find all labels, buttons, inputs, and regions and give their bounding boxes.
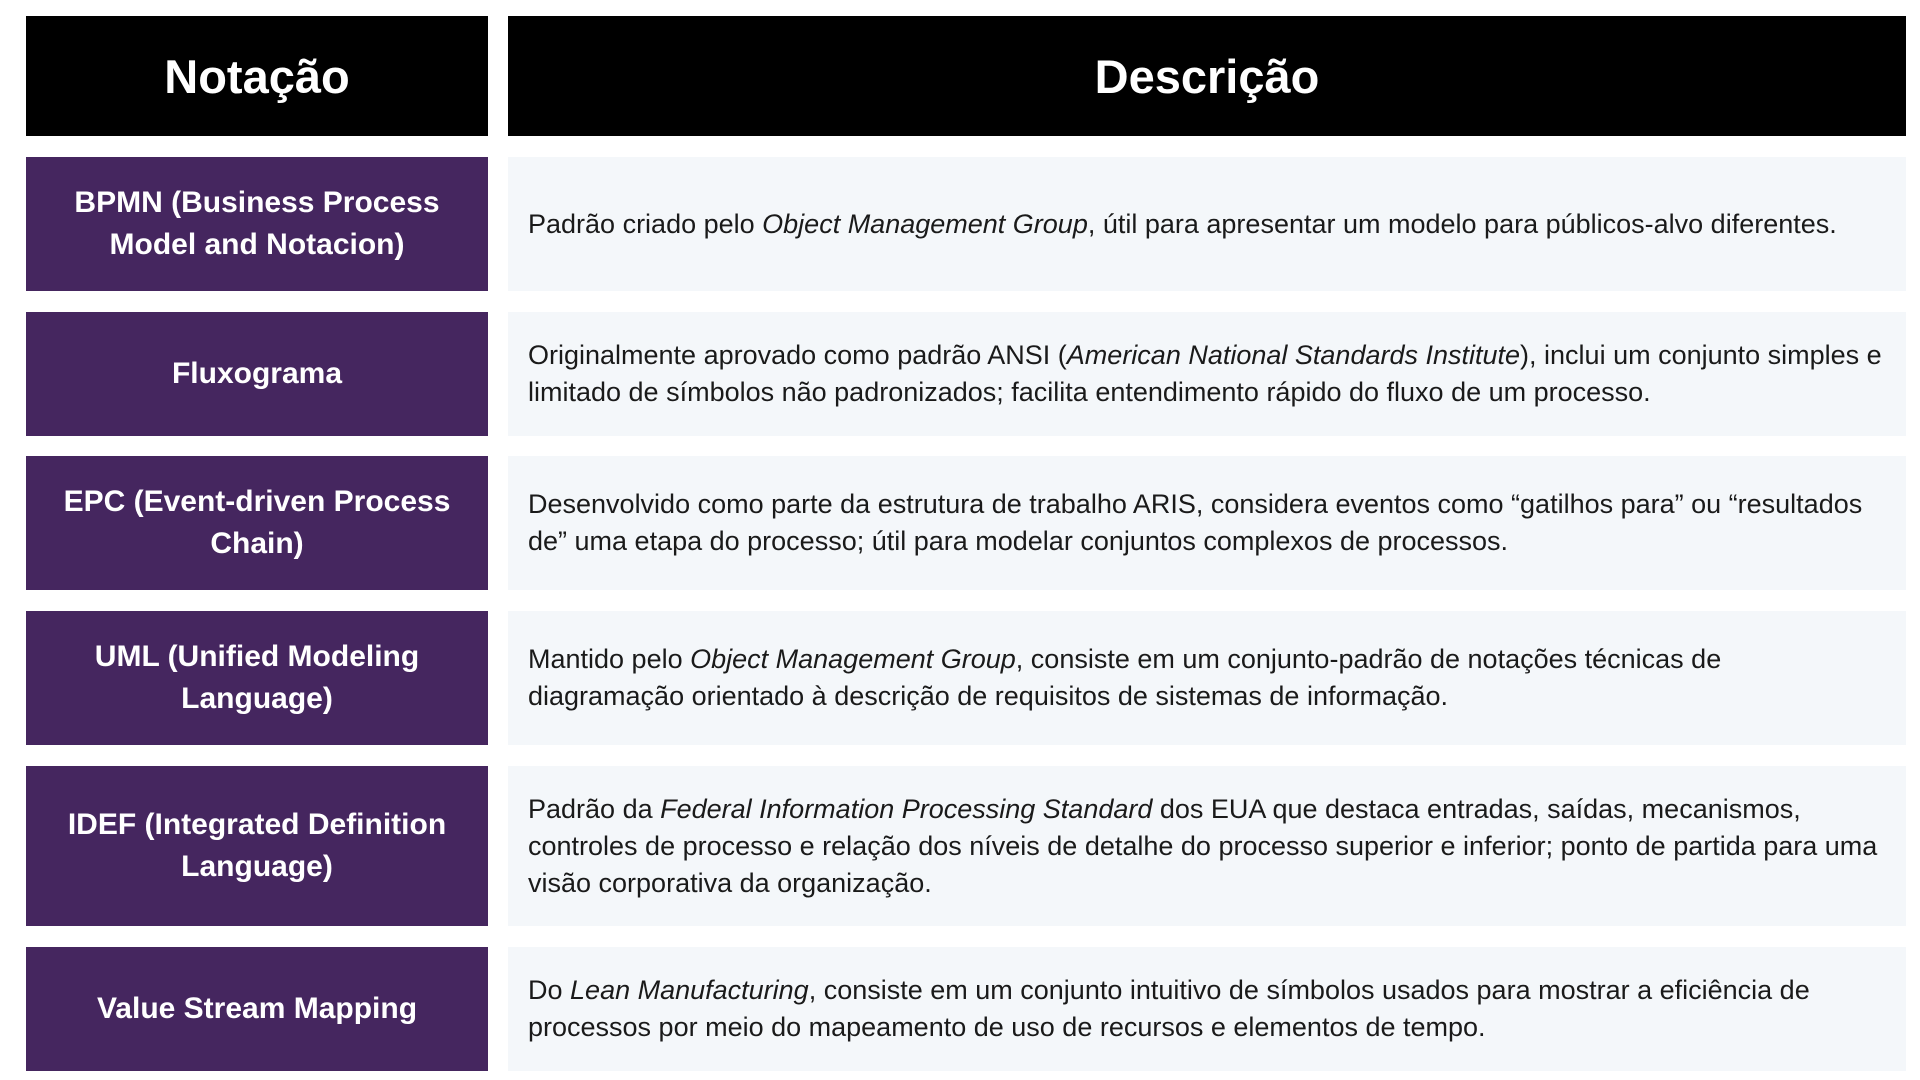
description-segment: ), inclui um conjunto simples e limitado de símbolos não padronizados; facilita entendimento rápido do fluxo de um processo. (528, 340, 1882, 407)
description-italic-segment: Object Management Group (762, 208, 1088, 239)
description-segment: Padrão criado pelo (528, 208, 763, 239)
notation-cell: UML (Unified Modeling Language) (26, 611, 488, 745)
description-segment: , consiste em um conjunto-padrão de notações técnicas de diagramação orientado à descrição de requisitos de sistemas de informação. (528, 644, 1722, 711)
description-italic-segment: Lean Manufacturing (570, 975, 809, 1005)
description-text (528, 791, 1882, 902)
notation-cell: IDEF (Integrated Definition Language) (26, 766, 488, 926)
description-cell (508, 611, 1906, 745)
description-segment: , útil para apresentar um modelo para públicos-alvo diferentes. (1087, 208, 1837, 239)
description-italic-segment: Federal Information Processing Standard (660, 793, 1153, 824)
notation-cell: Value Stream Mapping (26, 947, 488, 1071)
header-description: Descrição (508, 16, 1906, 136)
notation-cell: EPC (Event-driven Process Chain) (26, 456, 488, 590)
table-row-epc (0, 456, 1920, 590)
description-segment: Padrão da (528, 793, 661, 824)
notation-cell: Fluxograma (26, 312, 488, 436)
description-text (528, 206, 1837, 243)
description-cell (508, 157, 1906, 291)
table-row-bpmn (0, 157, 1920, 291)
table-row-idef (0, 766, 1920, 926)
description-segment: Do (528, 975, 571, 1005)
notation-cell: BPMN (Business Process Model and Notacion) (26, 157, 488, 291)
description-text (528, 486, 1882, 560)
description-segment: Mantido pelo (528, 644, 691, 674)
description-text (528, 641, 1882, 715)
description-segment: dos EUA que destaca entradas, saídas, mecanismos, controles de processo e relação dos níveis de detalhe do processo superior e inferior; ponto de partida para uma visão corporativa da organização. (528, 793, 1878, 898)
description-segment: , consiste em um conjunto intuitivo de símbolos usados para mostrar a eficiência de processos por meio do mapeamento de uso de recursos e elementos de tempo. (528, 975, 1810, 1042)
description-text (528, 972, 1882, 1046)
table-row-value-stream (0, 947, 1920, 1071)
description-cell (508, 456, 1906, 590)
description-cell (508, 947, 1906, 1071)
description-text (528, 337, 1882, 411)
header-notation: Notação (26, 16, 488, 136)
description-italic-segment: Object Management Group (690, 644, 1016, 674)
description-segment: Desenvolvido como parte da estrutura de trabalho ARIS, considera eventos como “gatilhos para” ou “resultados de” uma etapa do processo; útil para modelar conjuntos complexos de processos. (528, 489, 1863, 556)
description-cell (508, 766, 1906, 926)
description-italic-segment: American National Standards Institute (1066, 340, 1521, 370)
description-cell (508, 312, 1906, 436)
description-segment: Originalmente aprovado como padrão ANSI ( (528, 340, 1067, 370)
table-row-uml (0, 611, 1920, 745)
table-row-fluxograma (0, 312, 1920, 436)
